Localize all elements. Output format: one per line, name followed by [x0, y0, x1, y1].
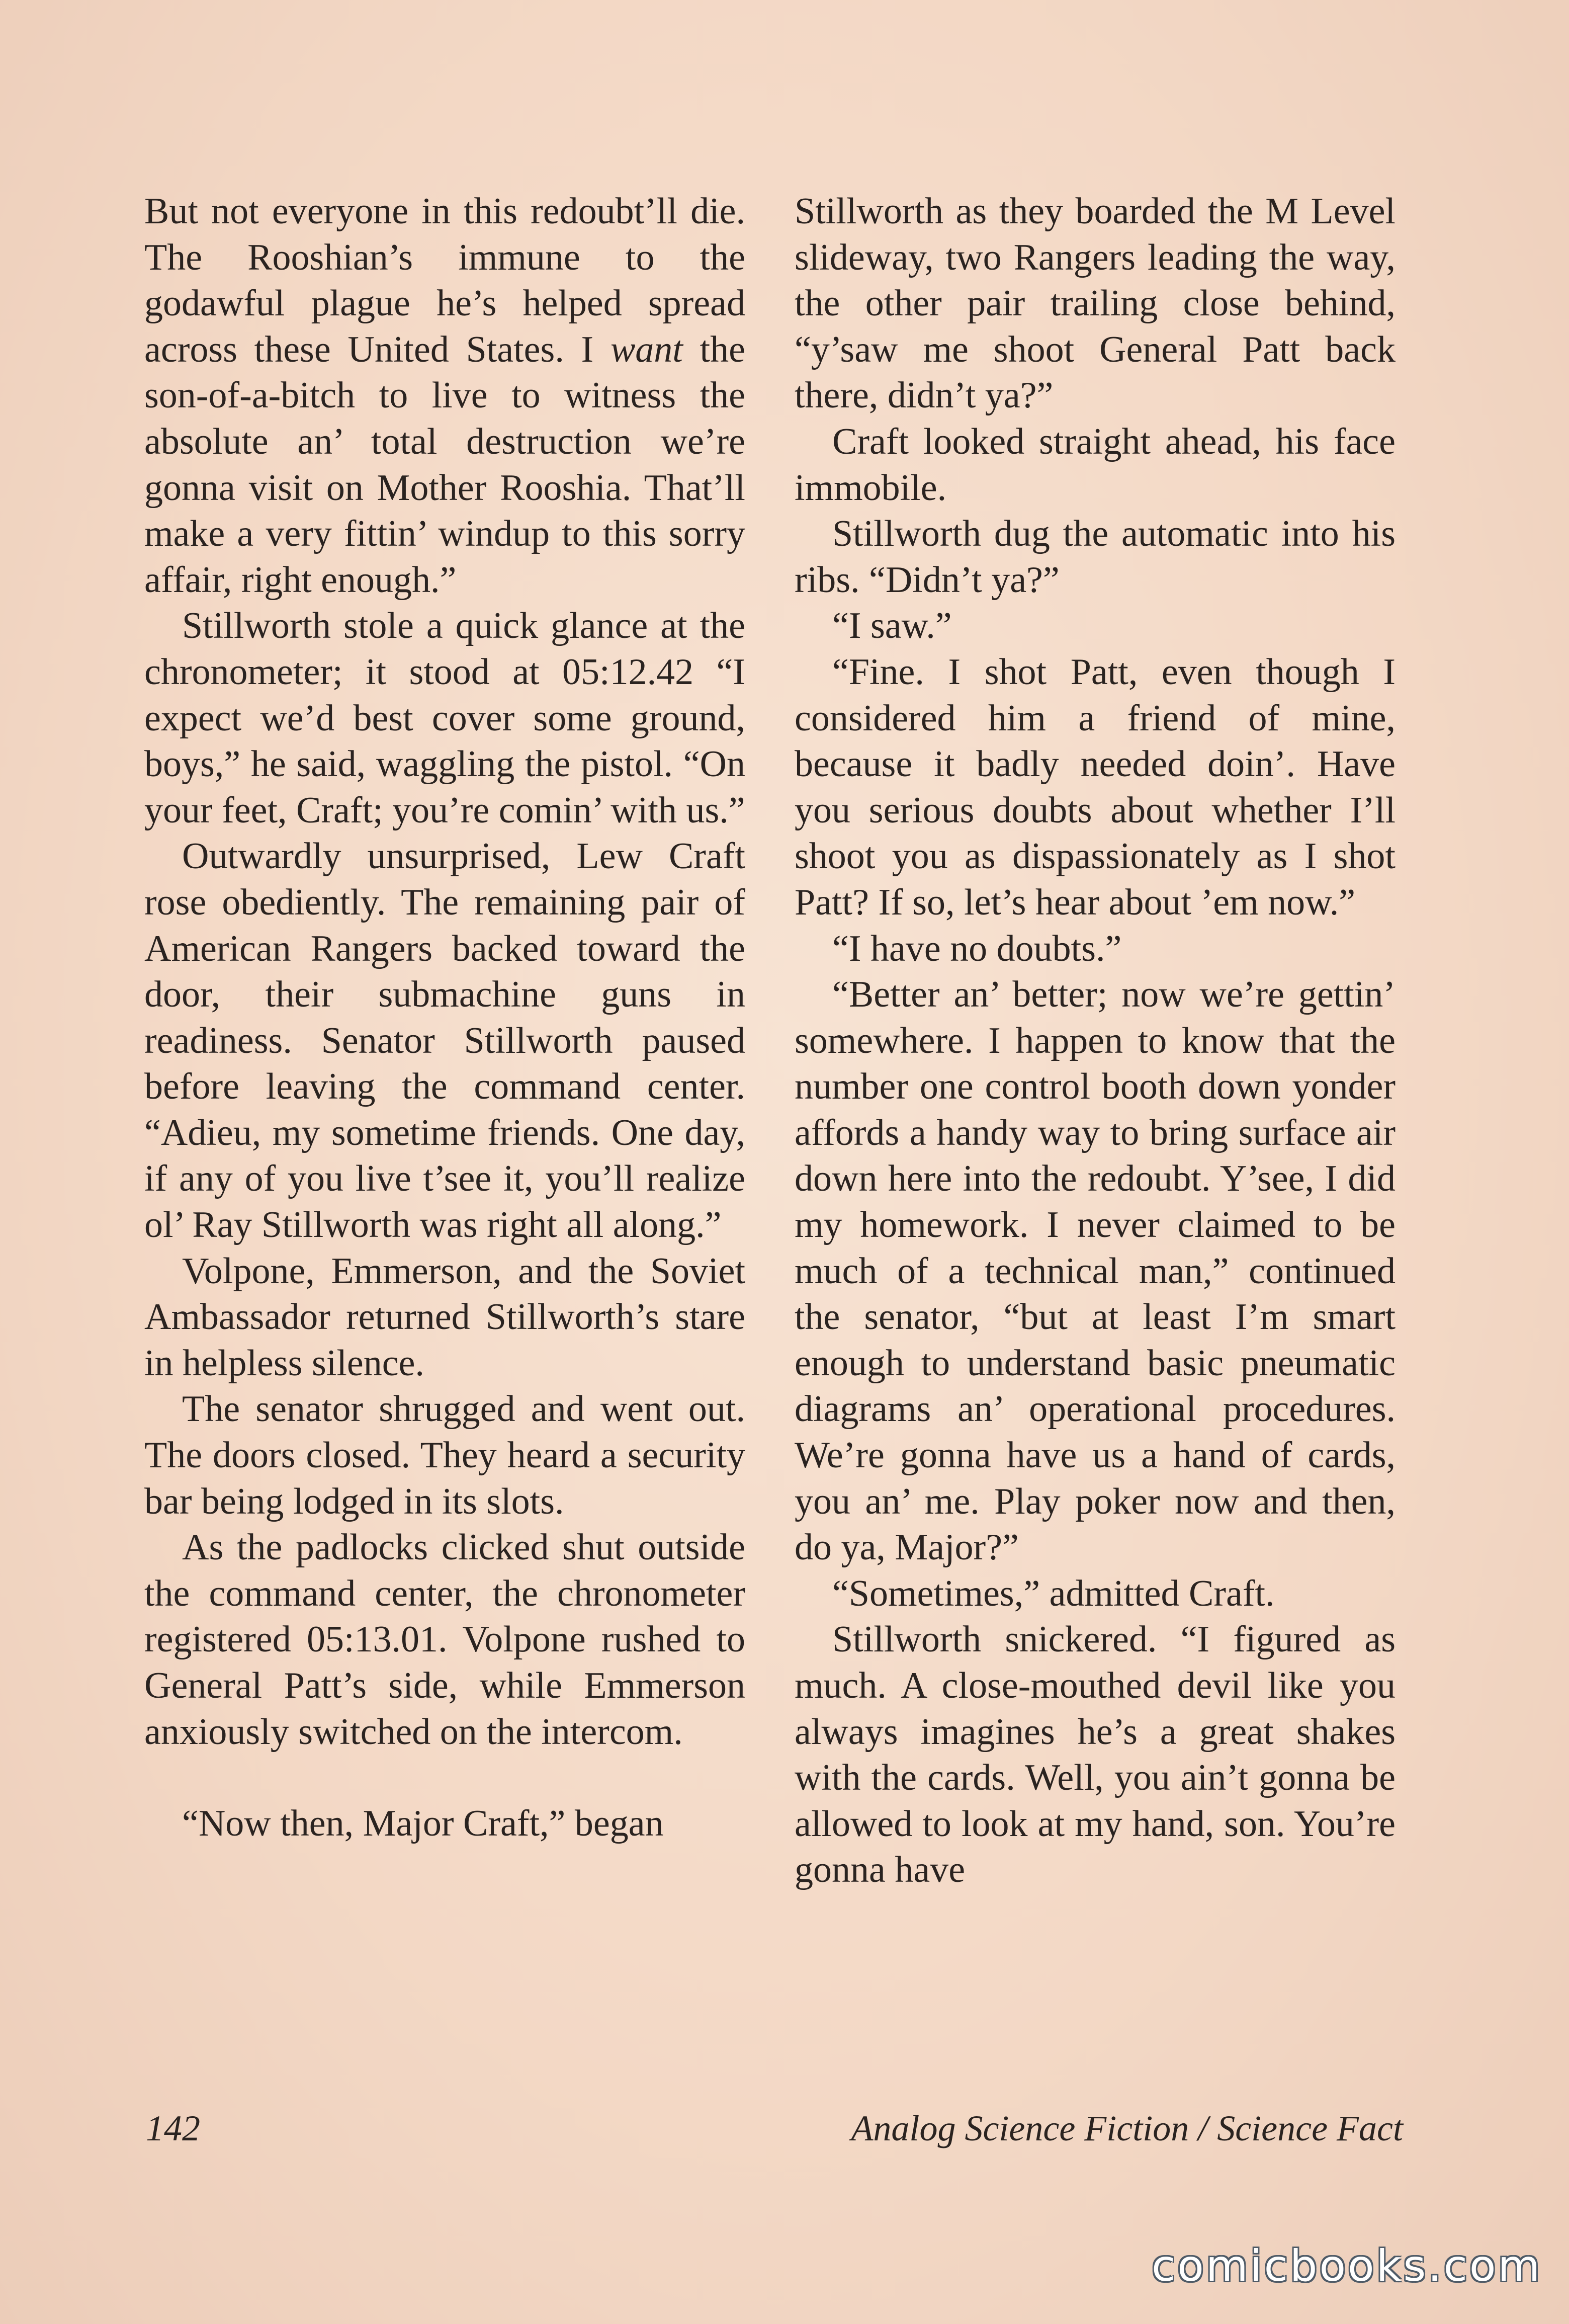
paragraph: Stillworth dug the automatic into his ribs. “Didn’t ya?” — [795, 513, 1396, 601]
paragraph: “I have no doubts.” — [832, 928, 1122, 969]
paragraph: “Fine. I shot Patt, even though I considered him a friend of mine, because it badly needed doin’. Have you serious doubts about whether I’ll shoot you as dispassionately as I shot Patt? If so, let’s hear about ’em now.” — [795, 651, 1396, 923]
paragraph — [144, 189, 745, 603]
running-title: Analog Science Fiction / Science Fact — [851, 2108, 1403, 2148]
page-number: 142 — [146, 2108, 200, 2148]
paragraph-text: the son-of-a-bitch to live to witness the absolute an’ total destruction we’re gonna visit on Mother Rooshia. That’ll make a very fittin’ windup to this sorry affair, right enough.” — [144, 328, 745, 601]
paragraph: “Now then, Major Craft,” began — [182, 1803, 664, 1845]
paragraph: Outwardly unsurprised, Lew Craft rose obediently. The remaining pair of American Rangers backed toward the door, their submachine guns in readiness. Senator Stillworth paused before leaving the command center. “Adieu, my sometime friends. One day, if any of you live t’see it, you’ll realize ol’ Ray Stillworth was right all along.” — [144, 836, 745, 1246]
paragraph: Craft looked straight ahead, his face immobile. — [795, 421, 1396, 509]
paragraph: As the padlocks clicked shut outside the command center, the chronometer registered 05:13.01. Volpone rushed to General Patt’s side, while Emmerson anxiously switched on the intercom. — [144, 1527, 745, 1753]
paragraph: Stillworth as they boarded the M Level slideway, two Rangers leading the way, the other pair trailing close behind, “y’saw me shoot General Patt back there, didn’t ya?” — [795, 191, 1396, 417]
paragraph: “Better an’ better; now we’re gettin’ somewhere. I happen to know that the number one control booth down yonder affords a handy way to bring surface air down here into the redoubt. Y’see, I did my homework. I never claimed to be much of a technical man,” continued the senator, “but at least I’m smart enough to understand basic pneumatic diagrams an’ operational procedures. We’re gonna have us a hand of cards, you an’ me. Play poker now and then, do ya, Major?” — [795, 974, 1396, 1568]
emphasized-word: want — [610, 328, 683, 370]
paragraph: Volpone, Emmerson, and the Soviet Ambassador returned Stillworth’s stare in helpless silence. — [144, 1250, 745, 1384]
paragraph: The senator shrugged and went out. The doors closed. They heard a security bar being lodged in its slots. — [144, 1388, 745, 1522]
paragraph: Stillworth stole a quick glance at the chronometer; it stood at 05:12.42 “I expect we’d best cover some ground, boys,” he said, waggling the pistol. “On your feet, Craft; you’re comin’ with us.” — [144, 605, 745, 831]
watermark: comicbooks.com — [1152, 2241, 1542, 2291]
left-column — [144, 189, 745, 1847]
paragraph: “Sometimes,” admitted Craft. — [832, 1572, 1275, 1614]
paragraph: “I saw.” — [832, 605, 952, 647]
paragraph-text: But not everyone in this redoubt’ll die. The Rooshian’s immune to the godawful plague he’s helped spread across these United States. I — [144, 191, 745, 370]
right-column — [795, 189, 1396, 1893]
paragraph: Stillworth snickered. “I figured as much. A close-mouthed devil like you always imagines he’s a great shakes with the cards. Well, you ain’t gonna be allowed to look at my hand, son. You’re gonna have — [795, 1619, 1396, 1891]
